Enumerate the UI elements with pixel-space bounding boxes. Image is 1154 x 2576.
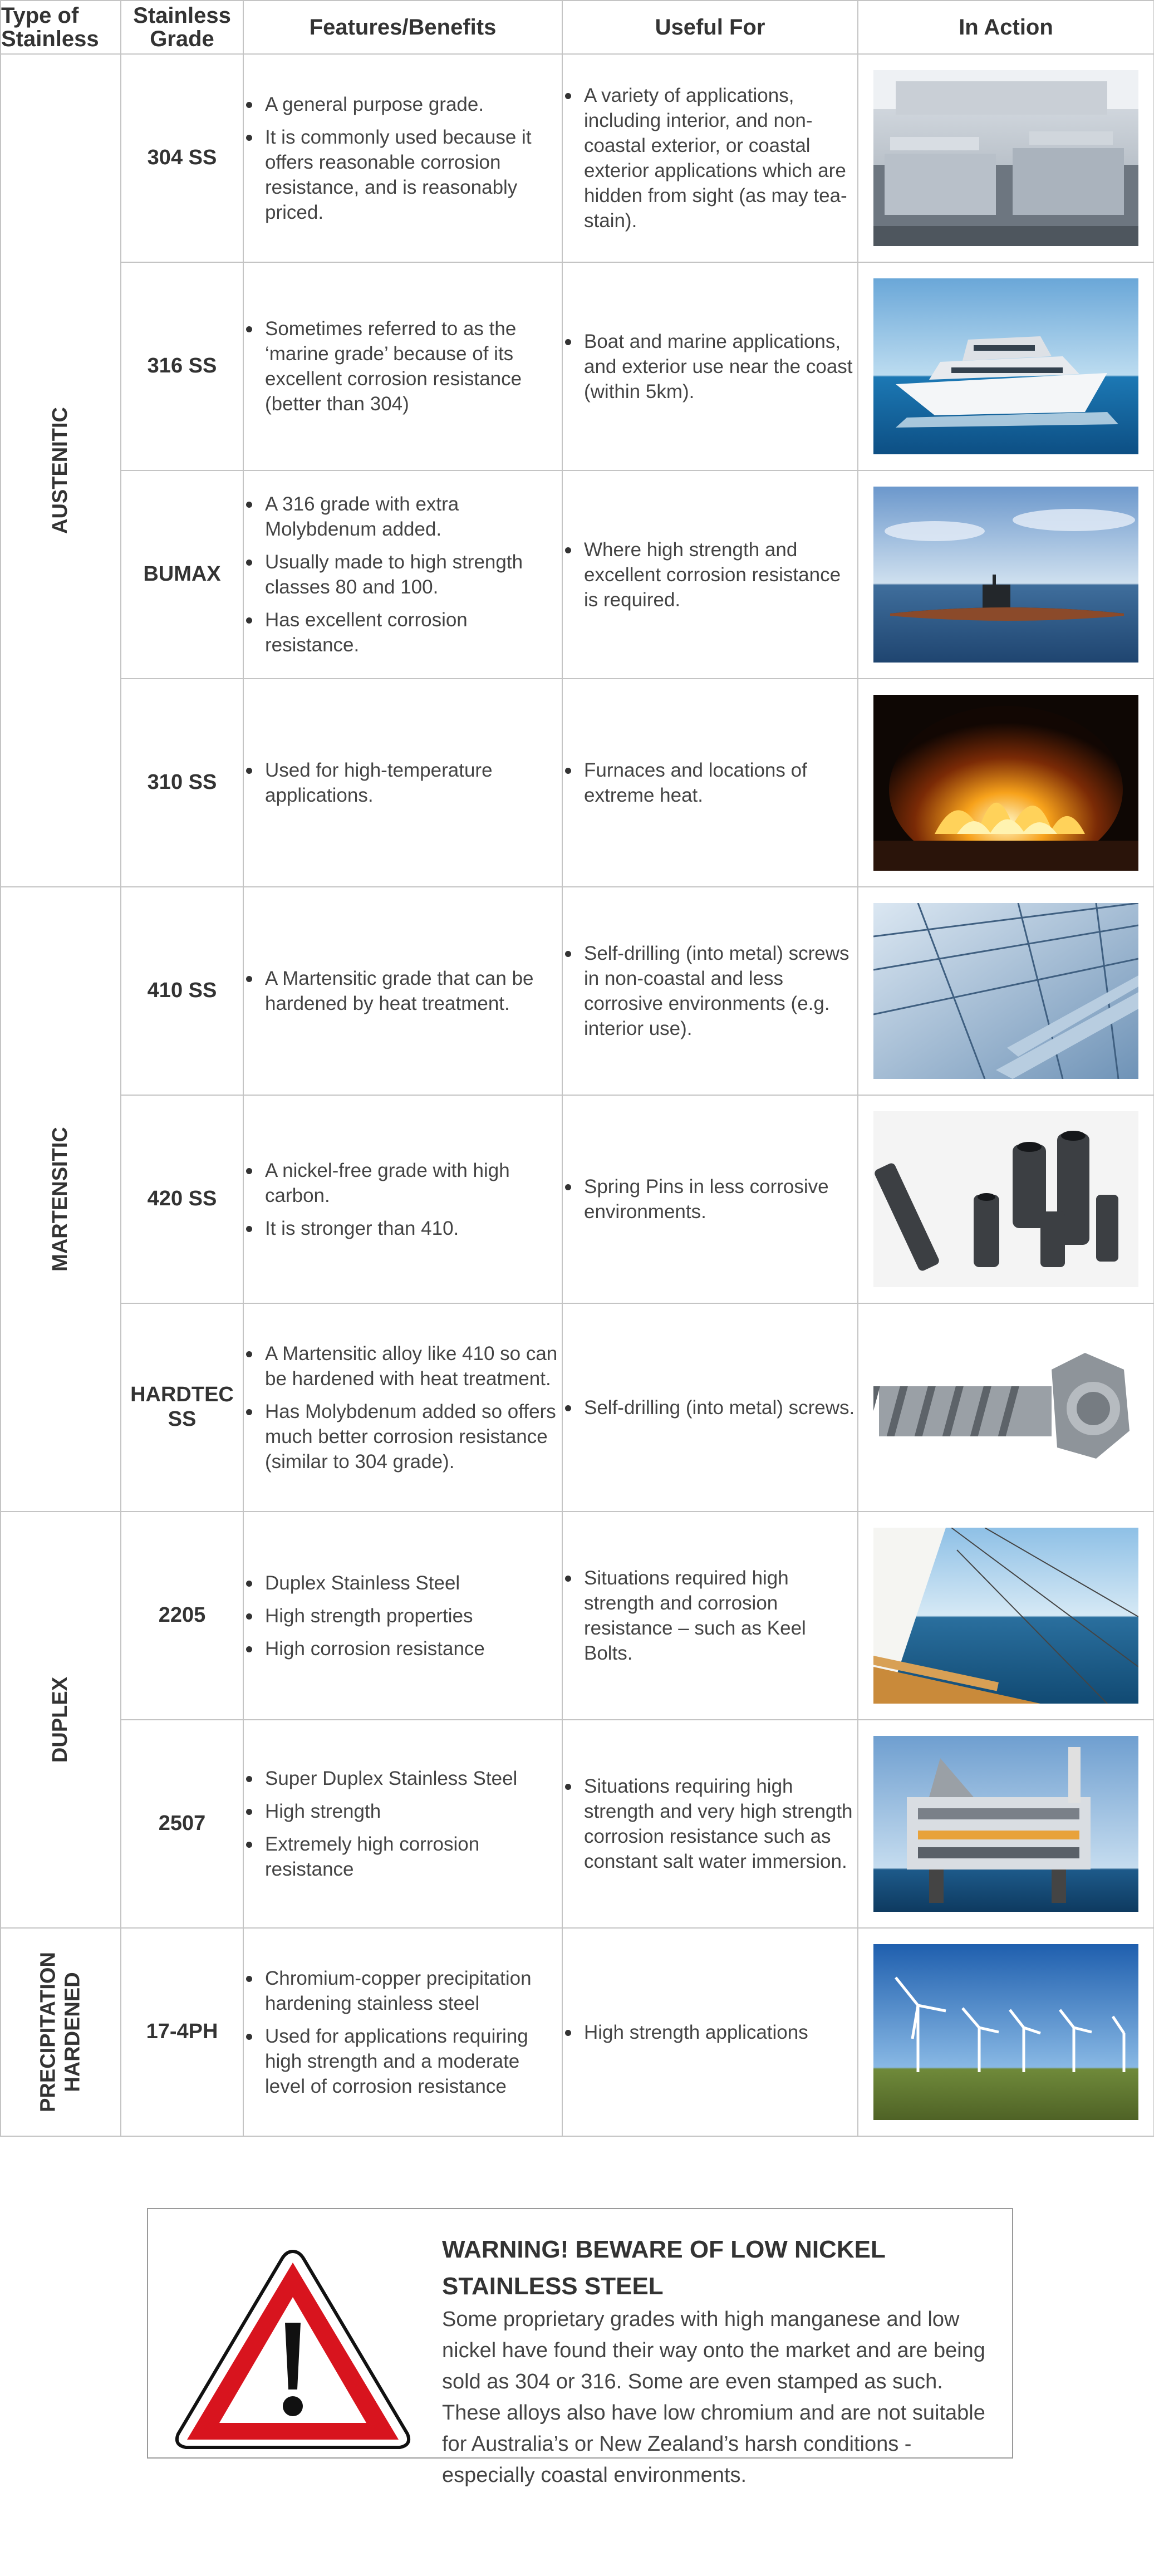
oil-platform-photo [873, 1736, 1138, 1912]
type-cell [1, 1928, 121, 2136]
features-cell [243, 1303, 562, 1512]
bullet-list [244, 1966, 562, 2099]
bullet-item: Where high strength and excellent corrosion resistance is required. [563, 537, 857, 612]
type-label-line: PRECIPITATION [36, 1952, 60, 2112]
hex-screw-photo [873, 1319, 1138, 1495]
bullet-item: A variety of applications, including interior, and non-coastal exterior, or coastal exterior applications which are hidden from sight (as may tea-stain). [563, 83, 857, 233]
motor-yacht-photo [873, 278, 1138, 454]
glass-stairs-photo [873, 903, 1138, 1079]
useful-cell [562, 470, 858, 679]
header-row [1, 1, 1154, 54]
table-row [1, 1303, 1154, 1512]
bullet-item: Usually made to high strength classes 80 and 100. [244, 549, 562, 600]
type-cell [1, 54, 121, 887]
wind-turbines-photo [873, 1944, 1138, 2120]
useful-cell [562, 1928, 858, 2136]
type-cell [1, 1512, 121, 1928]
bullet-list [563, 2020, 857, 2045]
bullet-item: Has excellent corrosion resistance. [244, 607, 562, 658]
header-action: In Action [858, 1, 1154, 54]
grade-cell: 310 SS [121, 679, 243, 887]
features-cell [243, 1095, 562, 1303]
bullet-item: Self-drilling (into metal) screws. [563, 1395, 857, 1420]
features-cell [243, 262, 562, 470]
bullet-list [563, 758, 857, 808]
action-cell [858, 262, 1154, 470]
bullet-item: Situations requiring high strength and very high strength corrosion resistance such as constant salt water immersion. [563, 1774, 857, 1874]
useful-cell [562, 887, 858, 1095]
grade-cell: 410 SS [121, 887, 243, 1095]
useful-cell [562, 1303, 858, 1512]
grade-cell: 316 SS [121, 262, 243, 470]
bullet-list [244, 492, 562, 658]
bullet-list [563, 1395, 857, 1420]
bullet-item: A Martensitic alloy like 410 so can be hardened with heat treatment. [244, 1341, 562, 1391]
bullet-list [563, 1774, 857, 1874]
bullet-list [244, 316, 562, 416]
bullet-list [563, 83, 857, 233]
grade-line: SS [168, 1407, 197, 1431]
bullet-list [244, 1158, 562, 1241]
warning-box [147, 2208, 1013, 2487]
bullet-item: High strength [244, 1799, 562, 1824]
grade-cell: 17-4PH [121, 1928, 243, 2136]
bullet-item: Chromium-copper precipitation hardening stainless steel [244, 1966, 562, 2016]
bullet-item: It is stronger than 410. [244, 1216, 562, 1241]
table-row [1, 679, 1154, 887]
bullet-list [563, 1566, 857, 1666]
features-cell [243, 887, 562, 1095]
bullet-item: High strength applications [563, 2020, 857, 2045]
bullet-item: Boat and marine applications, and exterior use near the coast (within 5km). [563, 329, 857, 404]
bullet-item: High corrosion resistance [244, 1636, 562, 1661]
bullet-item: A general purpose grade. [244, 92, 562, 117]
useful-cell [562, 262, 858, 470]
warning-triangle-icon [170, 2244, 415, 2455]
header-features: Features/Benefits [243, 1, 562, 54]
bullet-item: Used for applications requiring high strength and a moderate level of corrosion resistance [244, 2024, 562, 2099]
bullet-item: It is commonly used because it offers reasonable corrosion resistance, and is reasonably priced. [244, 125, 562, 225]
action-cell [858, 1303, 1154, 1512]
bullet-list [244, 92, 562, 225]
bullet-list [563, 941, 857, 1041]
features-cell [243, 470, 562, 679]
table-row [1, 54, 1154, 262]
bullet-list [563, 1174, 857, 1224]
bullet-list [563, 537, 857, 612]
bullet-item: Furnaces and locations of extreme heat. [563, 758, 857, 808]
bullet-list [244, 1341, 562, 1474]
bullet-list [563, 329, 857, 404]
grade-cell: 2507 [121, 1720, 243, 1928]
grade-cell: 304 SS [121, 54, 243, 262]
features-cell [243, 1512, 562, 1720]
warning-title: WARNING! BEWARE OF LOW NICKEL STAINLESS STEEL [442, 2236, 886, 2300]
action-cell [858, 1095, 1154, 1303]
table-row [1, 887, 1154, 1095]
features-cell [243, 679, 562, 887]
table-row [1, 1928, 1154, 2136]
useful-cell [562, 679, 858, 887]
bullet-item: Sometimes referred to as the ‘marine grade’ because of its excellent corrosion resistance (better than 304) [244, 316, 562, 416]
bullet-item: Super Duplex Stainless Steel [244, 1766, 562, 1791]
table-row [1, 262, 1154, 470]
type-label: AUSTENITIC [48, 407, 72, 534]
warning-body: Some proprietary grades with high manganese and low nickel have found their way onto the market and are being sold as 304 or 316. Some are even stamped as such. These alloys also have low chromium and are not suitable for Australia’s or New Zealand’s harsh conditions - especially coastal environments. [442, 2308, 985, 2487]
grade-cell: 2205 [121, 1512, 243, 1720]
action-cell [858, 54, 1154, 262]
action-cell [858, 1720, 1154, 1928]
grade-line: HARDTEC [130, 1383, 234, 1407]
useful-cell [562, 1095, 858, 1303]
action-cell [858, 470, 1154, 679]
useful-cell [562, 54, 858, 262]
header-type: Type of Stainless [1, 1, 121, 54]
bullet-list [244, 1571, 562, 1661]
grade-cell [121, 1303, 243, 1512]
grade-cell: BUMAX [121, 470, 243, 679]
furnace-fire-photo [873, 695, 1138, 871]
type-label: DUPLEX [48, 1676, 72, 1763]
features-cell [243, 1720, 562, 1928]
bullet-list [244, 758, 562, 808]
table-row [1, 1512, 1154, 1720]
header-useful: Useful For [562, 1, 858, 54]
header-grade: Stainless Grade [121, 1, 243, 54]
grade-cell: 420 SS [121, 1095, 243, 1303]
type-label-line: HARDENED [61, 1972, 84, 2092]
useful-cell [562, 1512, 858, 1720]
table-row [1, 470, 1154, 679]
bullet-item: Situations required high strength and corrosion resistance – such as Keel Bolts. [563, 1566, 857, 1666]
bullet-item: A Martensitic grade that can be hardened by heat treatment. [244, 966, 562, 1016]
bullet-item: Has Molybdenum added so offers much better corrosion resistance (similar to 304 grade). [244, 1399, 562, 1474]
type-label: MARTENSITIC [48, 1127, 72, 1272]
bullet-item: Spring Pins in less corrosive environments. [563, 1174, 857, 1224]
action-cell [858, 679, 1154, 887]
action-cell [858, 1512, 1154, 1720]
commercial-kitchen-photo [873, 70, 1138, 246]
table-row [1, 1095, 1154, 1303]
bullet-list [244, 1766, 562, 1882]
features-cell [243, 1928, 562, 2136]
bullet-list [244, 966, 562, 1016]
action-cell [858, 887, 1154, 1095]
sailboat-deck-photo [873, 1528, 1138, 1704]
type-cell [1, 887, 121, 1512]
bullet-item: A nickel-free grade with high carbon. [244, 1158, 562, 1208]
action-cell [858, 1928, 1154, 2136]
useful-cell [562, 1720, 858, 1928]
features-cell [243, 54, 562, 262]
bullet-item: A 316 grade with extra Molybdenum added. [244, 492, 562, 542]
table-row [1, 1720, 1154, 1928]
type-label [36, 1952, 85, 2112]
bullet-item: High strength properties [244, 1603, 562, 1628]
bullet-item: Duplex Stainless Steel [244, 1571, 562, 1596]
spring-pins-photo [873, 1111, 1138, 1287]
bullet-item: Used for high-temperature applications. [244, 758, 562, 808]
bullet-item: Self-drilling (into metal) screws in non-coastal and less corrosive environments (e.g. interior use). [563, 941, 857, 1041]
bullet-item: Extremely high corrosion resistance [244, 1832, 562, 1882]
submarine-photo [873, 487, 1138, 663]
